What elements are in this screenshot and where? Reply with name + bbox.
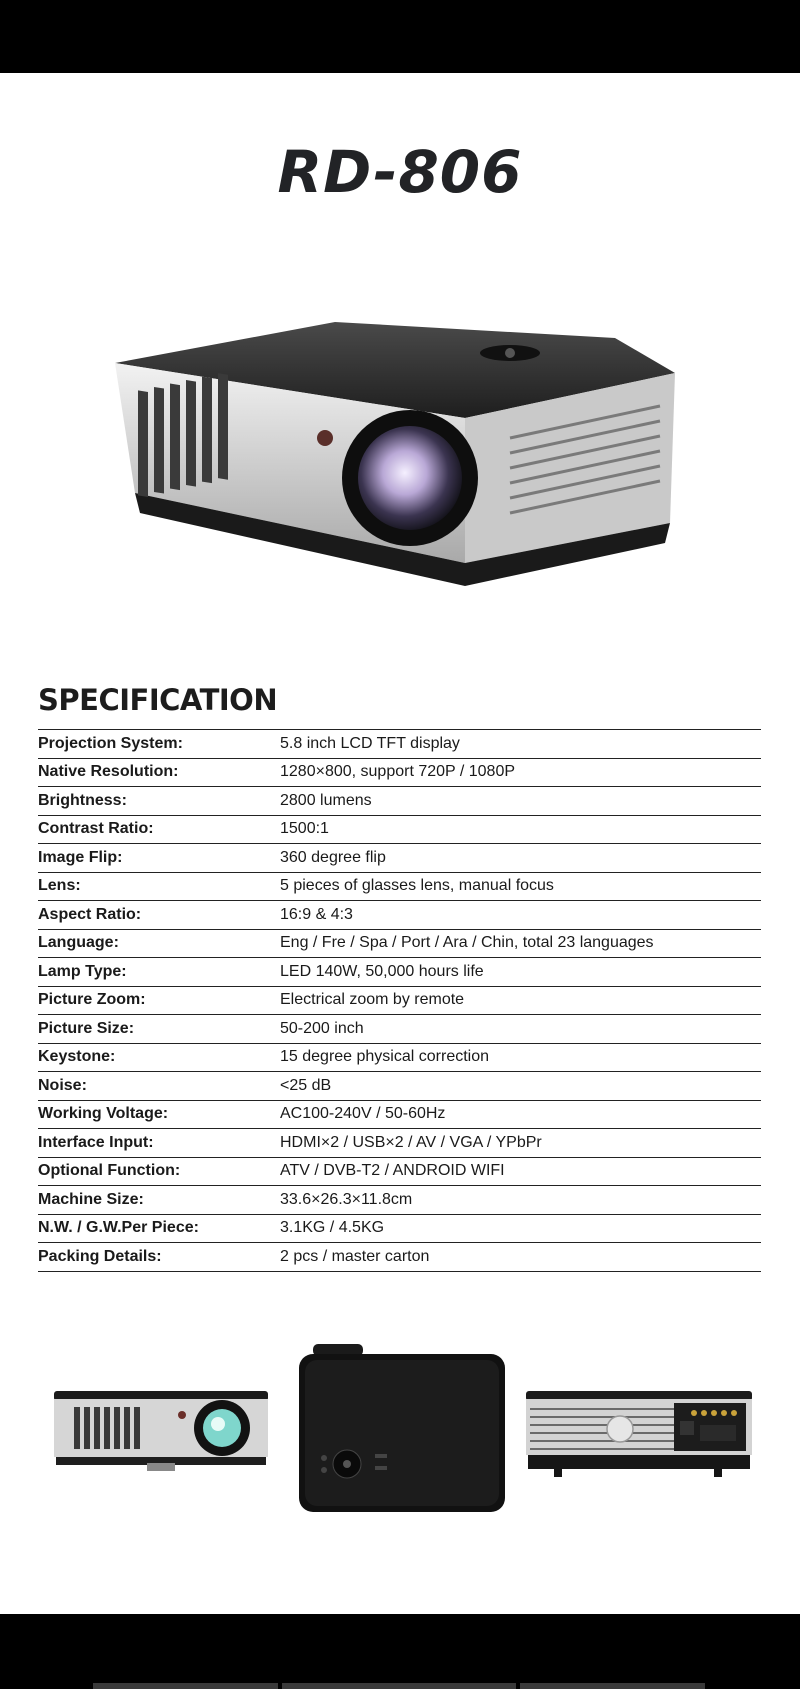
table-row [38,844,761,873]
spec-value: Electrical zoom by remote [280,986,761,1015]
projector-top-view-image [297,1342,507,1514]
spec-value: HDMI×2 / USB×2 / AV / VGA / YPbPr [280,1129,761,1158]
spec-label: Noise: [38,1072,280,1101]
spec-value: 16:9 & 4:3 [280,901,761,930]
projector-rear-view-image [524,1385,754,1481]
spec-value: 33.6×26.3×11.8cm [280,1186,761,1215]
spec-value: LED 140W, 50,000 hours life [280,958,761,987]
spec-label: Optional Function: [38,1157,280,1186]
spec-value: ATV / DVB-T2 / ANDROID WIFI [280,1157,761,1186]
spec-label: Machine Size: [38,1186,280,1215]
spec-label: Native Resolution: [38,758,280,787]
table-row [38,986,761,1015]
nav-home-button[interactable] [282,1683,516,1689]
table-row [38,1043,761,1072]
spec-value: 5 pieces of glasses lens, manual focus [280,872,761,901]
table-row [38,929,761,958]
spec-value: 3.1KG / 4.5KG [280,1214,761,1243]
table-row [38,815,761,844]
table-row [38,1072,761,1101]
spec-label: Image Flip: [38,844,280,873]
spec-label: Language: [38,929,280,958]
spec-label: Lamp Type: [38,958,280,987]
projector-front-view-image [52,1385,272,1475]
table-row [38,1214,761,1243]
projector-hero-image [110,318,680,608]
table-row [38,730,761,759]
nav-recents-button[interactable] [93,1683,278,1689]
table-row [38,758,761,787]
spec-value: 5.8 inch LCD TFT display [280,730,761,759]
spec-value: 15 degree physical correction [280,1043,761,1072]
top-status-bar [0,0,800,73]
table-row [38,1129,761,1158]
spec-value: AC100-240V / 50-60Hz [280,1100,761,1129]
spec-label: Picture Zoom: [38,986,280,1015]
table-row [38,1015,761,1044]
specification-heading: SPECIFICATION [38,683,278,717]
table-row [38,958,761,987]
spec-value: 2800 lumens [280,787,761,816]
spec-value: 360 degree flip [280,844,761,873]
spec-label: Projection System: [38,730,280,759]
spec-label: Packing Details: [38,1243,280,1272]
table-row [38,872,761,901]
nav-back-button[interactable] [520,1683,705,1689]
spec-value: 2 pcs / master carton [280,1243,761,1272]
spec-label: Brightness: [38,787,280,816]
spec-value: 1500:1 [280,815,761,844]
spec-label: Lens: [38,872,280,901]
spec-label: Keystone: [38,1043,280,1072]
spec-value: Eng / Fre / Spa / Port / Ara / Chin, total 23 languages [280,929,761,958]
specification-table [38,729,761,1272]
spec-label: Picture Size: [38,1015,280,1044]
spec-label: N.W. / G.W.Per Piece: [38,1214,280,1243]
spec-label: Interface Input: [38,1129,280,1158]
spec-label: Working Voltage: [38,1100,280,1129]
spec-value: 50-200 inch [280,1015,761,1044]
table-row [38,1157,761,1186]
table-row [38,787,761,816]
table-row [38,1186,761,1215]
spec-label: Aspect Ratio: [38,901,280,930]
spec-label: Contrast Ratio: [38,815,280,844]
spec-value: <25 dB [280,1072,761,1101]
bottom-navigation-bar [0,1614,800,1689]
product-model-title: RD-806 [277,138,523,206]
table-row [38,1100,761,1129]
table-row [38,1243,761,1272]
spec-value: 1280×800, support 720P / 1080P [280,758,761,787]
table-row [38,901,761,930]
